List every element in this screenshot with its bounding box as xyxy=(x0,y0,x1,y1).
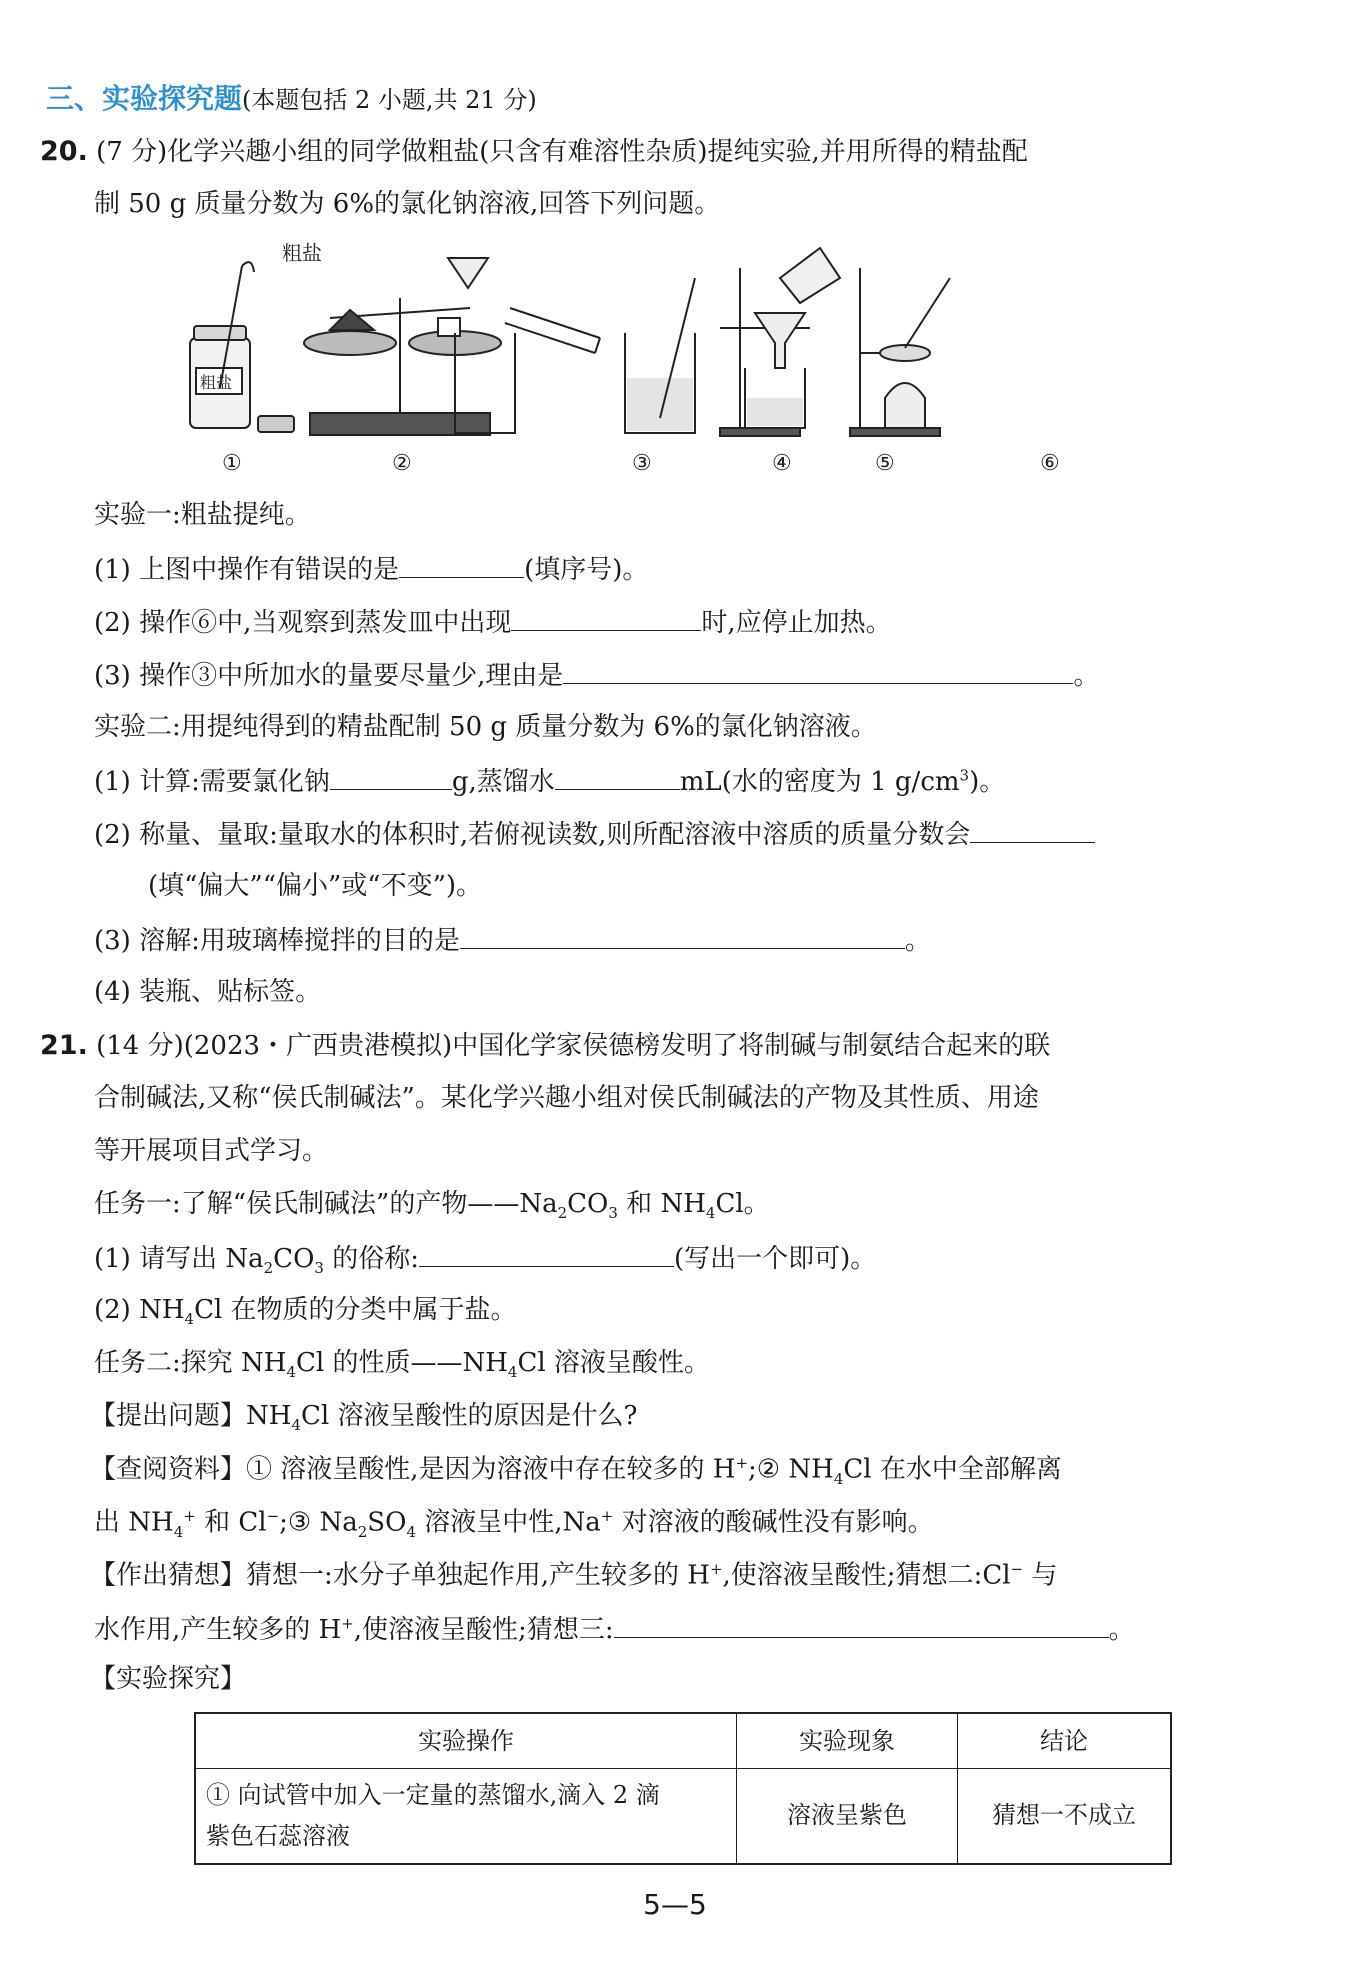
q21-number: 21. xyxy=(40,1030,88,1061)
exp1-q2-blank[interactable] xyxy=(511,606,701,631)
guess2-tail: 。 xyxy=(1108,1615,1135,1645)
task2-text-c: Cl 溶液呈酸性。 xyxy=(517,1348,710,1378)
table-cell-operation xyxy=(195,1769,737,1864)
exp1-q2-tail: 时,应停止加热。 xyxy=(701,608,892,638)
q20-intro1: (7 分)化学兴趣小组的同学做粗盐(只含有难溶性杂质)提纯实验,并用所得的精盐配 xyxy=(96,137,1028,167)
exp2-q1-text: (1) 计算:需要氯化钠 xyxy=(94,767,330,797)
exp1-q1-tail: (填序号)。 xyxy=(524,555,649,585)
task1-text-d: Cl。 xyxy=(715,1189,770,1219)
guess1-text-b: ,使溶液呈酸性;猜想二:Cl xyxy=(722,1560,1011,1591)
info2-text-f: 对溶液的酸碱性没有影响。 xyxy=(613,1507,934,1538)
evaporation-illustration xyxy=(850,268,950,436)
info1-text-c: Cl 在水中全部解离 xyxy=(843,1454,1062,1485)
exp2-q1-blank-nacl[interactable] xyxy=(330,765,452,790)
experiment-explore-label: 【实验探究】 xyxy=(90,1664,247,1694)
t1q1-text-a: (1) 请写出 Na xyxy=(94,1244,264,1274)
t1q1-sub2: 3 xyxy=(314,1259,324,1278)
experiment-operations-figure xyxy=(170,238,1200,478)
exp1-title: 实验一:粗盐提纯。 xyxy=(94,500,311,530)
q21-intro-line2: 合制碱法,又称“侯氏制碱法”。某化学兴趣小组对侯氏制碱法的产物及其性质、用途 xyxy=(94,1083,1039,1113)
table-header-conclusion: 结论 xyxy=(958,1713,1172,1769)
q20-intro-line1 xyxy=(40,136,1028,168)
guess2-sup: + xyxy=(341,1614,354,1633)
q21-intro1: (14 分)(2023・广西贵港模拟)中国化学家侯德榜发明了将制碱与制氨结合起来的联 xyxy=(96,1031,1051,1061)
info2-sup2: − xyxy=(266,1507,280,1525)
q21-intro-line1 xyxy=(40,1030,1050,1062)
t1q1-blank[interactable] xyxy=(419,1242,674,1267)
operation-line1: ① 向试管中加入一定量的蒸馏水,滴入 2 滴 xyxy=(206,1781,660,1809)
balance-illustration xyxy=(304,298,501,435)
exp2-q1-blank-water[interactable] xyxy=(555,765,680,790)
info2-sup1: + xyxy=(183,1507,196,1525)
t1q2-text-b: Cl 在物质的分类中属于盐。 xyxy=(194,1295,517,1325)
info2-text-e: 溶液呈中性,Na xyxy=(415,1507,601,1538)
guess2-text-a: 水作用,产生较多的 H xyxy=(94,1615,342,1645)
operation-line2: 紫色石蕊溶液 xyxy=(206,1821,350,1850)
task1-sub2: 3 xyxy=(608,1204,618,1223)
hypothesis-line1 xyxy=(90,1560,1057,1592)
task1-text-b: CO xyxy=(567,1189,609,1219)
guess1-text-c: 与 xyxy=(1023,1560,1058,1591)
guess3-blank[interactable] xyxy=(614,1613,1109,1638)
experiment-table xyxy=(194,1712,1172,1865)
exp1-q2-text: (2) 操作⑥中,当观察到蒸发皿中出现 xyxy=(94,608,512,638)
task2-title xyxy=(94,1348,710,1381)
reference-info-line2 xyxy=(94,1507,934,1541)
task2-sub1: 4 xyxy=(286,1363,296,1382)
t1q1-sub1: 2 xyxy=(263,1259,274,1278)
exp2-title: 实验二:用提纯得到的精盐配制 50 g 质量分数为 6%的氯化钠溶液。 xyxy=(94,712,877,742)
task1-title xyxy=(94,1189,770,1222)
question-text-b: Cl 溶液呈酸性的原因是什么? xyxy=(300,1401,638,1431)
step-number-5: ⑤ xyxy=(875,451,895,476)
balance-label: 粗盐 xyxy=(282,241,322,265)
exp2-q3-text: (3) 溶解:用玻璃棒搅拌的目的是 xyxy=(94,926,460,956)
task1-sub3: 4 xyxy=(705,1204,716,1223)
stirring-illustration xyxy=(625,278,695,433)
info2-text-b: 和 Cl xyxy=(195,1507,267,1538)
jar-label: 粗盐 xyxy=(200,373,233,392)
page-number: 5—5 xyxy=(643,1888,707,1921)
table-header-operation: 实验操作 xyxy=(195,1713,737,1769)
info2-text-d: SO xyxy=(367,1507,407,1538)
exp1-q3-tail: 。 xyxy=(1073,661,1100,691)
info2-text-c: ;③ Na xyxy=(279,1507,358,1538)
q20-intro-line2: 制 50 g 质量分数为 6%的氯化钠溶液,回答下列问题。 xyxy=(94,189,721,219)
t1q2-text-a: (2) NH xyxy=(94,1295,185,1325)
section-header xyxy=(46,82,537,116)
info1-sup1: + xyxy=(735,1454,749,1472)
exp2-q1-tail: )。 xyxy=(969,767,1006,797)
exp2-q1 xyxy=(94,765,1005,798)
exp1-q3-text: (3) 操作③中所加水的量要尽量少,理由是 xyxy=(94,661,564,691)
task2-text-a: 任务二:探究 NH xyxy=(94,1348,287,1378)
exp1-q1-text: (1) 上图中操作有错误的是 xyxy=(94,555,400,585)
task1-text-a: 任务一:了解“侯氏制碱法”的产物——Na xyxy=(94,1189,558,1219)
info2-sup3: + xyxy=(600,1507,614,1525)
info2-sub3: 4 xyxy=(406,1522,416,1541)
q20-number: 20. xyxy=(40,136,88,167)
exp2-q1-sup: 3 xyxy=(959,766,970,785)
exp2-q3-tail: 。 xyxy=(904,926,931,956)
task1-text-c: 和 NH xyxy=(617,1189,706,1219)
info2-sub1: 4 xyxy=(173,1522,184,1541)
exp2-q2-hint: (填“偏大”“偏小”或“不变”)。 xyxy=(148,871,483,901)
section-title: 三、实验探究题 xyxy=(46,82,243,115)
q21-intro-line3: 等开展项目式学习。 xyxy=(94,1136,329,1166)
step-number-1: ① xyxy=(222,451,242,476)
raise-question xyxy=(90,1401,637,1434)
step-number-2: ② xyxy=(392,451,412,476)
exp1-q2 xyxy=(94,606,892,639)
table-cell-conclusion: 猜想一不成立 xyxy=(958,1769,1172,1864)
exp2-q1-mid: g,蒸馏水 xyxy=(451,767,555,797)
info1-text-a: 【查阅资料】① 溶液呈酸性,是因为溶液中存在较多的 H xyxy=(90,1454,736,1485)
info1-sub1: 4 xyxy=(833,1469,844,1488)
exp1-q1-blank[interactable] xyxy=(399,553,524,578)
question-text-a: 【提出问题】NH xyxy=(90,1401,292,1431)
task2-text-b: Cl 的性质——NH xyxy=(296,1348,508,1378)
step-number-3: ③ xyxy=(632,451,652,476)
task1-q2 xyxy=(94,1295,517,1328)
table-header-row xyxy=(195,1713,1171,1769)
guess1-sup2: − xyxy=(1010,1560,1024,1578)
exp2-q1-unit: mL(水的密度为 1 g/cm xyxy=(679,767,960,797)
step-number-4: ④ xyxy=(772,451,792,476)
table-header-phenomenon: 实验现象 xyxy=(737,1713,958,1769)
exp2-q2-text: (2) 称量、量取:量取水的体积时,若俯视读数,则所配溶液中溶质的质量分数会 xyxy=(94,820,971,850)
info1-text-b: ;② NH xyxy=(748,1454,834,1485)
exp2-q2-blank[interactable] xyxy=(970,818,1095,843)
exp2-q4: (4) 装瓶、贴标签。 xyxy=(94,977,322,1007)
exp1-q1 xyxy=(94,553,648,586)
guess2-text-b: ,使溶液呈酸性;猜想三: xyxy=(353,1615,614,1645)
section-note: (本题包括 2 小题,共 21 分) xyxy=(242,86,537,114)
exp2-q3 xyxy=(94,924,931,957)
table-cell-phenomenon: 溶液呈紫色 xyxy=(737,1769,958,1864)
reference-info-line1 xyxy=(90,1454,1062,1488)
exp1-q3 xyxy=(94,659,1099,692)
t1q1-tail: (写出一个即可)。 xyxy=(673,1244,877,1274)
table-row xyxy=(195,1769,1171,1864)
exp2-q3-blank[interactable] xyxy=(460,924,905,949)
exp2-q2 xyxy=(94,818,1095,851)
jar-illustration xyxy=(190,262,294,432)
guess1-sup1: + xyxy=(709,1560,723,1578)
t1q2-sub: 4 xyxy=(184,1310,195,1329)
task2-sub2: 4 xyxy=(507,1363,518,1382)
exp1-q3-blank[interactable] xyxy=(563,659,1073,684)
info2-sub2: 2 xyxy=(357,1522,368,1541)
t1q1-text-b: CO xyxy=(273,1244,315,1274)
step-number-6: ⑥ xyxy=(1040,451,1060,476)
task1-q1 xyxy=(94,1242,876,1277)
t1q1-text-c: 的俗称: xyxy=(323,1244,419,1274)
hypothesis-line2 xyxy=(94,1613,1135,1646)
task1-sub1: 2 xyxy=(557,1204,568,1223)
filtration-illustration xyxy=(720,248,840,436)
question-sub: 4 xyxy=(291,1416,301,1435)
guess1-text-a: 【作出猜想】猜想一:水分子单独起作用,产生较多的 H xyxy=(90,1560,710,1591)
info2-text-a: 出 NH xyxy=(94,1507,174,1538)
